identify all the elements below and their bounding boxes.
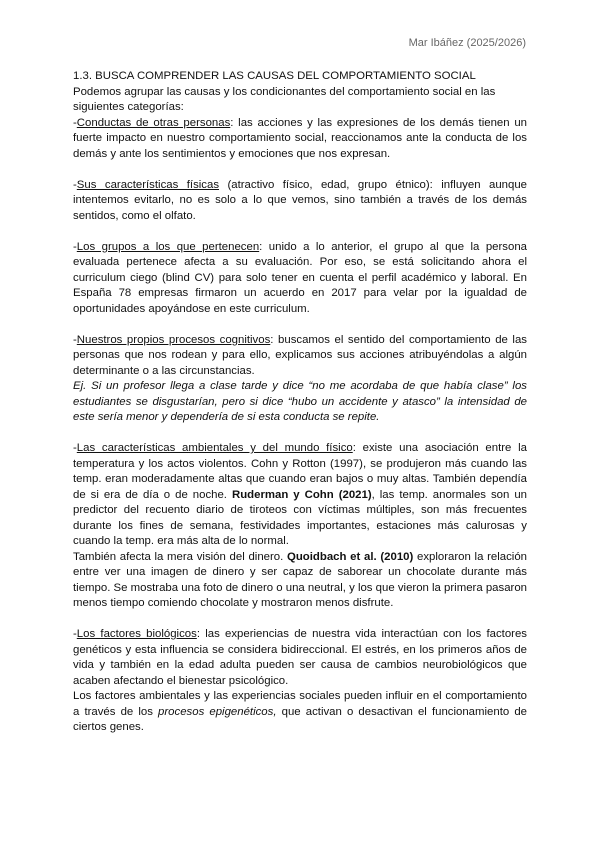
item-term: Nuestros propios procesos cognitivos xyxy=(76,333,271,346)
section-intro: Podemos agrupar las causas y los condicionantes del comportamiento social en las siguientes categorías: xyxy=(73,85,496,113)
item-term: Los grupos a los que pertenecen xyxy=(76,240,260,253)
item-example: Ej. Si un profesor llega a clase tarde y dice “no me acordaba de que había clase” los estudiantes se disgustarían, pero si dice “hubo un accidente y atasco” la intensidad de este sería menor y dependería de si esta conducta se repite. xyxy=(73,380,527,423)
item-text: Los factores ambientales y las experiencias sociales pueden influir en el comportamiento a través de los xyxy=(73,690,527,718)
item-text: , las temp. anormales son un predictor del recuento diario de tiroteos con víctimas múltiples, son más frecuentes durante los fines de semana, festividades importantes, estaciones más calurosas y cuando la temp. era más alta de lo normal. xyxy=(73,488,527,547)
item-grupos xyxy=(73,240,527,318)
item-term-epigenetic: procesos epigenéticos, xyxy=(158,705,277,718)
item-prefix: - xyxy=(73,178,77,191)
item-prefix: - xyxy=(73,628,77,640)
citation-quoidbach: Quoidbach et al. (2010) xyxy=(286,550,414,563)
item-conductas xyxy=(73,116,527,163)
item-text: : las experiencias de nuestra vida interactúan con los factores genéticos y esta influencia se considera bidireccional. El estrés, en los primeros años de vida y también en la edad adulta pueden ser causa de cambios neurobiológicos que acaben afectando el bienestar psicológico. xyxy=(73,628,527,687)
item-term: Sus características físicas xyxy=(76,178,220,191)
item-ambientales xyxy=(73,441,527,550)
item-prefix: - xyxy=(73,240,77,253)
item-term: Las características ambientales y del mundo físico xyxy=(76,442,353,454)
document-body xyxy=(73,69,527,736)
item-text: : existe una asociación entre la temperatura y los actos violentos. Cohn y Rotton (1997), se produjeron más cuando las temp. eran moderadamente altas que cuando eran bajos o muy altas. También dependía de si era de día o de noche. xyxy=(73,442,527,501)
item-term: Los factores biológicos xyxy=(76,628,197,640)
item-text: : las acciones y las expresiones de los demás tienen un fuerte impacto en nuestro comportamiento social, reaccionamos ante la conducta de los demás y ante los sentimientos y emociones que nos expresan. xyxy=(73,116,527,160)
section-title: 1.3. BUSCA COMPRENDER LAS CAUSAS DEL COMPORTAMIENTO SOCIAL xyxy=(73,70,476,82)
item-prefix: - xyxy=(73,116,77,129)
item-term: Conductas de otras personas xyxy=(76,116,231,129)
item-biologicos-epigenetic xyxy=(73,689,527,736)
item-text: que activan o desactivan el funcionamiento de ciertos genes. xyxy=(73,705,527,733)
item-text: : unido a lo anterior, el grupo al que la persona evaluada pertenece afecta a su evaluación. Por eso, se está solicitando ahora el curriculum ciego (blind CV) para solo tener en cuenta el perfil académico y laboral. En España 78 empresas firmaron un acuerdo en 2017 para velar por la igualdad de oportunidades apoyándose en este curriculum. xyxy=(73,240,528,315)
citation-ruderman: Ruderman y Cohn (2021) xyxy=(231,488,372,501)
item-ambientales-money xyxy=(73,550,527,612)
item-text: exploraron la relación entre ver una imagen de dinero y ser capaz de saborear un chocolate durante más tiempo. Se mostraba una foto de dinero o una neutral, y los que vieron la primera pasaron menos tiempo comiendo chocolate y mostraron menos disfrute. xyxy=(73,550,528,609)
header-author: Mar Ibáñez (2025/2026) xyxy=(408,37,526,49)
item-biologicos xyxy=(73,627,527,689)
item-cognitivos xyxy=(73,333,527,380)
item-fisicas xyxy=(73,178,527,225)
item-prefix: - xyxy=(73,442,77,454)
item-text: También afecta la mera visión del dinero. xyxy=(73,550,287,563)
item-text: : buscamos el sentido del comportamiento de las personas que nos rodean y para ello, explicamos sus acciones atribuyéndolas a algún determinante o a las circunstancias. xyxy=(73,333,527,377)
item-text: (atractivo físico, edad, grupo étnico): influyen aunque intentemos evitarlo, no es solo a lo que vemos, sino también a través de los demás sentidos, como el olfato. xyxy=(73,178,527,222)
item-prefix: - xyxy=(73,333,77,346)
